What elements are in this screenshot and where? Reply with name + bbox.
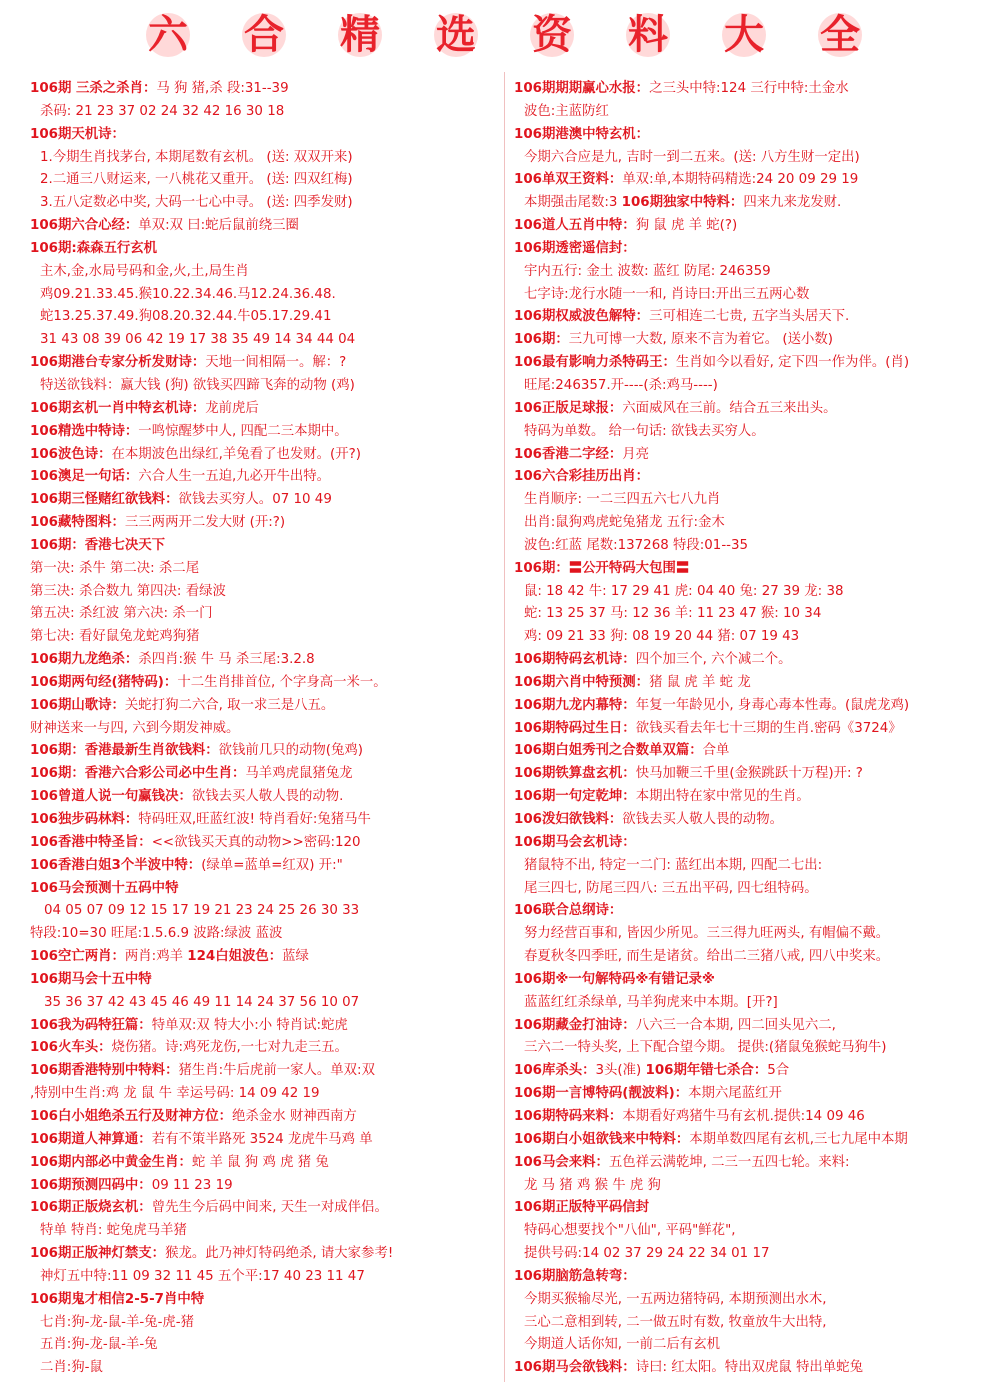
line-heading: 106期港澳中特玄机： (514, 126, 650, 142)
title-char: 大 (724, 11, 764, 58)
line-text: 努力经营百事和, 皆因少所见。三三得九旺两头, 有帽偏不戴。 (524, 926, 890, 942)
text-line (514, 1175, 1004, 1198)
line-heading: 106期天机诗： (30, 126, 125, 142)
text-line (30, 78, 518, 101)
line-heading: 106期： (514, 332, 569, 348)
text-line (30, 466, 518, 489)
line-text: 35 36 37 42 43 45 46 49 11 14 24 37 56 10 07 (44, 994, 360, 1010)
line-text: 五肖:狗-龙-鼠-羊-兔 (40, 1337, 158, 1353)
line-text: 猪生肖:牛后虎前一家人。单双:双 (178, 1063, 375, 1079)
line-heading: 106期正版烧玄机： (30, 1200, 152, 1216)
line-heading: 106期山歌诗： (30, 697, 125, 713)
line-text: 关蛇打狗二六合, 取一求三是八五。 (124, 697, 335, 713)
line-heading: 106期 三杀之杀肖： (30, 81, 157, 96)
text-line (514, 398, 1004, 421)
text-line (514, 1083, 1004, 1106)
text-line (30, 718, 518, 741)
line-heading: 106联合总纲诗： (514, 903, 623, 919)
line-text: 尾三四七, 防尾三四八: 三五出平码, 四七组特码。 (524, 880, 818, 896)
line-text: 蛇 羊 鼠 狗 鸡 虎 猪 兔 (191, 1154, 329, 1170)
line-text: 特码心想要找个"八仙", 平码"鲜花", (524, 1223, 736, 1239)
line-text: 神灯五中特:11 09 32 11 45 五个平:17 40 23 11 47 (40, 1268, 365, 1284)
line-heading: 106期九龙绝杀： (30, 652, 139, 668)
text-line (30, 763, 518, 786)
line-heading: 106期特码来料： (514, 1108, 623, 1124)
text-line (514, 192, 1004, 215)
line-heading: 106独步码林料： (30, 812, 139, 827)
line-heading: 106正版足球报： (514, 400, 623, 416)
line-text: 3头(准) (595, 1063, 646, 1079)
text-line (514, 832, 1004, 855)
text-line (514, 375, 1004, 398)
line-text: 龙前虎后 (205, 400, 259, 416)
text-line (30, 581, 518, 604)
line-text: 欲钱买看去年七十三期的生肖.密码《3724》 (635, 720, 902, 736)
line-heading: 106期正版神灯禁支： (30, 1246, 166, 1262)
line-heading: 106库杀头： (514, 1063, 596, 1079)
line-text: 合单 (702, 743, 730, 759)
line-heading: 106期年错七杀合： (645, 1063, 768, 1079)
line-heading: 106香港中特圣旨： (30, 834, 152, 850)
line-text: 蓝蓝红红杀绿单, 马羊狗虎来中本期。[开?] (524, 994, 778, 1010)
line-text: ,特别中生肖:鸡 龙 鼠 牛 幸运号码: 14 09 42 19 (30, 1086, 320, 1102)
text-line (30, 284, 518, 307)
text-line (514, 284, 1004, 307)
line-text: 两肖:鸡羊 (124, 949, 188, 965)
title-char: 料 (628, 11, 668, 58)
line-text: 绝杀金水 财神西南方 (232, 1108, 357, 1124)
text-line (514, 923, 1004, 946)
line-text: 十二生肖排首位, 个字身高一米一。 (177, 674, 387, 690)
line-heading: 106期一句定乾坤： (514, 789, 636, 805)
text-line (30, 1129, 518, 1152)
line-text: 波色:红蓝 尾数:137268 特段:01--35 (524, 537, 749, 553)
line-text: 欲钱去买人敬人畏的动物。 (622, 812, 783, 827)
line-heading: 106期道人神算通： (30, 1131, 152, 1147)
line-text: 天地一间相隔一。解：? (205, 355, 347, 371)
line-text: 生肖顺序: 一二三四五六七八九肖 (524, 492, 721, 508)
text-line (30, 649, 518, 672)
text-line (30, 352, 518, 375)
line-heading: 106马会来料： (514, 1154, 609, 1170)
text-line (514, 855, 1004, 878)
text-line (30, 878, 518, 901)
line-heading: 106期马会欲钱料： (514, 1360, 636, 1376)
text-line (514, 900, 1004, 923)
line-heading: 106精选中特诗： (30, 423, 139, 439)
line-text: 鸡: 09 21 33 狗: 08 19 20 44 猪: 07 19 43 (524, 629, 800, 645)
line-heading: 106期：香港七决天下 (30, 537, 166, 553)
text-line (30, 329, 518, 352)
line-text: 财神送来一与四, 六到今期发神威。 (30, 720, 240, 736)
text-line (514, 1266, 1004, 1289)
line-heading: 106期港台专家分析发财诗： (30, 355, 206, 371)
line-heading: 106期白小姐欲钱来中特料： (514, 1131, 690, 1147)
line-text: 一鸣惊醒梦中人, 四配二三本期中。 (138, 423, 348, 439)
line-text: 09 11 23 19 (151, 1177, 233, 1193)
text-line (514, 763, 1004, 786)
line-text: 特单 特肖: 蛇兔虎马羊猪 (40, 1223, 187, 1239)
text-line (30, 1060, 518, 1083)
line-text: 单双:双 曰:蛇后鼠前绕三圈 (138, 218, 299, 234)
text-line (30, 900, 518, 923)
line-heading: 106香港二字经： (514, 446, 623, 462)
line-heading: 106波色诗： (30, 446, 112, 462)
text-line (30, 124, 518, 147)
line-heading: 106期六肖中特预测： (514, 674, 650, 690)
text-line (30, 101, 518, 124)
line-heading: 106期期期赢心水报： (514, 81, 650, 96)
text-line (514, 603, 1004, 626)
line-heading: 124白姐波色： (187, 949, 283, 965)
line-heading: 106火车头： (30, 1040, 112, 1056)
line-heading: 106期※一句解特码※有错记录※ (514, 971, 715, 987)
text-line (30, 558, 518, 581)
line-text: 04 05 07 09 12 15 17 19 21 23 24 25 26 30 33 (44, 903, 360, 919)
title-char: 合 (244, 11, 284, 58)
line-text: 蛇: 13 25 37 马: 12 36 羊: 11 23 47 猴: 10 34 (524, 606, 822, 622)
line-text: 之三头中特:124 三行中特:土金水 (649, 81, 849, 96)
line-text: 特段:10=30 旺尾:1.5.6.9 波路:绿波 蓝波 (30, 926, 283, 942)
line-text: 本期强击尾数:3 (524, 195, 622, 211)
line-text: 今期买猴输尽光, 一五两边猪特码, 本期预测出水木, (524, 1291, 827, 1307)
text-line (30, 261, 518, 284)
line-text: 马羊鸡虎鼠猪兔龙 (245, 766, 353, 782)
text-line (514, 1152, 1004, 1175)
text-line (514, 809, 1004, 832)
line-text: 七字诗:龙行水随一一和, 肖诗曰:开出三五两心数 (524, 286, 810, 302)
line-text: 三心二意相到转, 二一做五时有数, 牧童放牛大出特, (524, 1314, 827, 1330)
line-text: 年复一年龄见小, 身毒心毒本性毒。(鼠虎龙鸡) (635, 697, 910, 713)
line-text: 六面威风在三前。结合五三来出头。 (622, 400, 837, 416)
title-char: 全 (820, 11, 860, 58)
line-text: 鸡09.21.33.45.猴10.22.34.46.马12.24.36.48. (40, 286, 336, 302)
line-text: 第七决: 看好鼠兔龙蛇鸡狗猪 (30, 629, 200, 645)
line-text: 五色祥云满乾坤, 二三一五四七轮。来料: (608, 1154, 850, 1170)
text-line (514, 489, 1004, 512)
line-heading: 106期一言博特码(靓波料)： (514, 1086, 689, 1102)
text-line (514, 238, 1004, 261)
text-line (30, 421, 518, 444)
text-line (514, 1197, 1004, 1220)
page-title (0, 6, 1008, 64)
line-text: 今期道人话你知, 一前二后有玄机 (524, 1337, 720, 1353)
line-heading: 106期脑筋急转弯： (514, 1268, 636, 1284)
text-line (514, 1129, 1004, 1152)
text-line (30, 946, 518, 969)
text-line (30, 1289, 518, 1312)
line-text: 诗曰: 红太阳。特出双虎鼠 特出单蛇兔 (635, 1360, 863, 1376)
line-text: 生肖如今以看好, 定下四一作为伴。(肖) (675, 355, 910, 371)
text-line (30, 992, 518, 1015)
line-heading: 106期正版特平码信封 (514, 1200, 650, 1216)
title-char: 选 (436, 11, 476, 58)
text-line (30, 169, 518, 192)
text-line (30, 1312, 518, 1335)
line-text: 宇内五行: 金土 波数: 蓝红 防尾: 246359 (524, 263, 771, 279)
text-line (514, 649, 1004, 672)
line-text: (绿单=蓝单=红双) 开:" (201, 857, 343, 873)
line-text: 第一决: 杀牛 第二决: 杀二尾 (30, 560, 200, 576)
line-text: 2.二通三八财运来, 一八桃花又重开。 (送: 四双红梅) (40, 172, 353, 188)
text-line (30, 672, 518, 695)
line-heading: 106期：香港最新生肖欲钱料： (30, 743, 219, 759)
line-heading: 106道人五肖中特： (514, 218, 636, 234)
text-line (30, 1197, 518, 1220)
text-line (30, 695, 518, 718)
line-text: 蓝绿 (282, 949, 309, 965)
line-heading: 106期九龙内幕特： (514, 697, 636, 713)
line-heading: 106期白姐秀刊之合数单双篇： (514, 743, 703, 759)
text-line (514, 329, 1004, 352)
text-line (514, 1037, 1004, 1060)
text-line (30, 535, 518, 558)
line-text: 5合 (767, 1063, 790, 1079)
text-line (30, 192, 518, 215)
text-line (514, 1243, 1004, 1266)
text-line (30, 1243, 518, 1266)
line-heading: 106我为码特狂篇： (30, 1017, 152, 1033)
line-heading: 106期三怪赌红欲钱料： (30, 492, 179, 508)
line-heading: 106最有影响力杀特码王： (514, 355, 676, 371)
line-heading: 106期特码过生日： (514, 720, 636, 736)
text-line (514, 581, 1004, 604)
line-text: 月亮 (622, 446, 650, 462)
text-line (514, 215, 1004, 238)
line-heading: 106期内部必中黄金生肖： (30, 1154, 192, 1170)
text-line (514, 1289, 1004, 1312)
line-text: 鼠: 18 42 牛: 17 29 41 虎: 04 40 兔: 27 39 龙: 38 (524, 583, 844, 599)
text-line (30, 238, 518, 261)
title-char: 六 (148, 11, 188, 58)
text-line (514, 626, 1004, 649)
text-line (514, 466, 1004, 489)
line-text: 曾先生今后码中间来, 天生一对成伴侣。 (151, 1200, 388, 1216)
title-char: 精 (340, 11, 380, 58)
line-text: 欲钱去买穷人。07 10 49 (178, 492, 332, 508)
text-line (514, 786, 1004, 809)
line-text: 春夏秋冬四季旺, 而生是诸贫。给出二三猪八戒, 四八中奖来。 (524, 949, 890, 965)
line-text: 猪 鼠 虎 羊 蛇 龙 (649, 674, 751, 690)
text-line (30, 512, 518, 535)
text-line (30, 855, 518, 878)
line-heading: 106期藏金打油诗： (514, 1017, 636, 1033)
line-text: 猴龙。此乃神灯特码绝杀, 请大家参考! (165, 1246, 394, 1262)
title-char: 资 (532, 11, 572, 58)
line-text: 杀码: 21 23 37 02 24 32 42 16 30 18 (40, 103, 285, 119)
line-text: 特码旺双,旺蓝红波! 特肖看好:兔猪马牛 (138, 812, 371, 827)
text-line (514, 695, 1004, 718)
line-text: 三三两两开二发大财 (开:?) (124, 515, 286, 531)
text-line (514, 306, 1004, 329)
text-line (514, 261, 1004, 284)
line-text: 欲钱去买人敬人畏的动物. (191, 789, 344, 805)
line-text: 狗 鼠 虎 羊 蛇(?) (635, 218, 738, 234)
line-heading: 106期铁算盘玄机： (514, 766, 636, 782)
line-heading: 106期：〓公开特码大包围〓 (514, 560, 690, 576)
line-heading: 106单双王资料： (514, 172, 623, 188)
text-line (514, 147, 1004, 170)
line-heading: 106期：香港六合彩公司必中生肖： (30, 766, 246, 782)
line-heading: 106期鬼才相信2-5-7肖中特 (30, 1291, 205, 1307)
line-text: 今期六合应是九, 吉时一到二五来。(送: 八方生财一定出) (524, 149, 860, 165)
line-text: 杀四肖:猴 牛 马 杀三尾:3.2.8 (138, 652, 315, 668)
line-text: 六合人生一五迫,九必开牛出特。 (138, 469, 331, 485)
right-column (514, 78, 1004, 1380)
line-text: 3.五八定数必中奖, 大码一七心中寻。 (送: 四季发财) (40, 195, 353, 211)
text-line (514, 512, 1004, 535)
text-line (30, 1106, 518, 1129)
text-line (30, 398, 518, 421)
text-line (30, 786, 518, 809)
line-heading: 106期透密遥信封： (514, 240, 636, 256)
text-line (30, 1083, 518, 1106)
text-line (514, 740, 1004, 763)
line-text: 特单双:双 特大小:小 特肖试:蛇虎 (151, 1017, 348, 1033)
text-line (514, 101, 1004, 124)
text-line (30, 375, 518, 398)
line-text: 本期出特在家中常见的生肖。 (635, 789, 810, 805)
text-line (514, 992, 1004, 1015)
line-text: 本期单数四尾有玄机,三七九尾中本期 (689, 1131, 908, 1147)
line-text: 第五决: 杀红波 第六决: 杀一门 (30, 606, 213, 622)
text-line (514, 878, 1004, 901)
text-line (514, 1060, 1004, 1083)
text-line (514, 421, 1004, 444)
line-heading: 106期特码玄机诗： (514, 652, 636, 668)
text-line (514, 1015, 1004, 1038)
text-line (30, 740, 518, 763)
text-line (30, 1037, 518, 1060)
text-line (30, 923, 518, 946)
line-heading: 106期玄机一肖中特玄机诗： (30, 400, 206, 416)
text-line (514, 535, 1004, 558)
line-heading: 106马会预测十五码中特 (30, 880, 179, 896)
line-text: 八六三一合本期, 四二回头见六二, (635, 1017, 836, 1033)
line-text: 七肖:狗-龙-鼠-羊-兔-虎-猪 (40, 1314, 195, 1330)
line-heading: 106曾道人说一句赢钱决： (30, 789, 192, 805)
line-heading: 106藏特图料： (30, 515, 125, 531)
line-text: 四个加三个, 六个减二个。 (635, 652, 792, 668)
line-text: 特码为单数。 给一句话: 欲钱去买穷人。 (524, 423, 765, 439)
line-text: 三六二一特头奖, 上下配合望今期。 提供:(猪鼠兔猴蛇马狗牛) (524, 1040, 887, 1056)
line-text: 猪鼠特不出, 特定一二门: 蓝红出本期, 四配二七出: (524, 857, 823, 873)
line-heading: 106期预测四码中： (30, 1177, 152, 1193)
line-text: 特送欲钱料：赢大钱 (狗) 欲钱买四蹄飞奔的动物 (鸡) (40, 377, 355, 393)
text-line (514, 1357, 1004, 1380)
text-line (30, 306, 518, 329)
line-heading: 106期权威波色解特： (514, 309, 650, 325)
text-line (514, 1106, 1004, 1129)
line-text: 提供号码:14 02 37 29 24 22 34 01 17 (524, 1246, 770, 1262)
line-text: 在本期波色出绿红,羊兔看了也发财。(开?) (111, 446, 361, 462)
text-line (514, 558, 1004, 581)
line-text: 本期六尾蓝红开 (688, 1086, 782, 1102)
line-text: 快马加鞭三千里(金猴跳跃十万程)开: ? (635, 766, 863, 782)
line-heading: 106期独家中特料： (621, 195, 744, 211)
line-heading: 106期:森森五行玄机 (30, 240, 158, 256)
text-line (30, 1152, 518, 1175)
line-text: 单双:单,本期特码精选:24 20 09 29 19 (622, 172, 859, 188)
line-text: 31 43 08 39 06 42 19 17 38 35 49 14 34 44 04 (40, 332, 356, 348)
text-line (30, 444, 518, 467)
line-text: 三九可博一大数, 原来不言为着它。 (送小数) (568, 332, 833, 348)
line-heading: 106白小姐绝杀五行及财神方位： (30, 1108, 233, 1124)
text-line (30, 489, 518, 512)
line-text: 旺尾:246357.开----(杀:鸡马----) (524, 377, 718, 393)
line-heading: 106澳足一句话： (30, 469, 139, 485)
text-line (514, 352, 1004, 375)
line-heading: 106空亡两肖： (30, 949, 125, 965)
text-line (514, 672, 1004, 695)
text-line (30, 969, 518, 992)
line-heading: 106六合彩挂历出肖： (514, 469, 650, 485)
text-line (30, 1357, 518, 1380)
text-line (30, 1175, 518, 1198)
text-line (30, 1015, 518, 1038)
line-text: 1.今期生肖找茅台, 本期尾数有玄机。 (送: 双双开来) (40, 149, 353, 165)
left-column (30, 78, 518, 1380)
line-text: <<欲钱买天真的动物>>密码:120 (151, 834, 361, 850)
text-line (30, 1334, 518, 1357)
line-text: 出肖:鼠狗鸡虎蛇兔猪龙 五行:金木 (524, 515, 725, 531)
line-heading: 106期马会玄机诗： (514, 834, 636, 850)
text-line (514, 1220, 1004, 1243)
text-line (30, 215, 518, 238)
text-line (514, 718, 1004, 741)
text-line (514, 1312, 1004, 1335)
text-line (514, 169, 1004, 192)
line-text: 第三决: 杀合数九 第四决: 看绿波 (30, 583, 226, 599)
line-heading: 106期马会十五中特 (30, 971, 152, 987)
line-heading: 106泼妇欲钱料： (514, 812, 623, 827)
line-text: 若有不策半路死 3524 龙虎牛马鸡 单 (151, 1131, 373, 1147)
text-line (514, 1334, 1004, 1357)
line-heading: 106期香港特别中特料： (30, 1063, 179, 1079)
line-text: 二肖:狗-鼠 (40, 1360, 103, 1376)
text-line (514, 969, 1004, 992)
line-heading: 106期六合心经： (30, 218, 139, 234)
line-text: 四来九来龙发财. (743, 195, 842, 211)
text-line (514, 946, 1004, 969)
line-text: 欲钱前几只的动物(兔鸡) (218, 743, 363, 759)
line-text: 三可相连二七贵, 五字当头居天下. (649, 309, 850, 325)
text-line (30, 147, 518, 170)
text-line (30, 1266, 518, 1289)
line-text: 主木,金,水局号码和金,火,土,局生肖 (40, 263, 249, 279)
text-line (30, 832, 518, 855)
line-text: 烧伤猪。诗:鸡死龙伤,一七对九走三五。 (111, 1040, 348, 1056)
text-line (30, 1220, 518, 1243)
line-heading: 106香港白姐3个半波中特： (30, 857, 202, 873)
text-line (30, 626, 518, 649)
line-text: 龙 马 猪 鸡 猴 牛 虎 狗 (524, 1177, 661, 1193)
text-line (30, 603, 518, 626)
text-line (514, 78, 1004, 101)
line-text: 蛇13.25.37.49.狗08.20.32.44.牛05.17.29.41 (40, 309, 332, 325)
line-text: 本期看好鸡猪牛马有玄机.提供:14 09 46 (622, 1108, 865, 1124)
line-heading: 106期两句经(猪特码)： (30, 674, 178, 690)
text-line (30, 809, 518, 832)
line-text: 波色:主蓝防红 (524, 103, 609, 119)
line-text: 马 狗 猪,杀 段:31--39 (156, 81, 289, 96)
text-line (514, 444, 1004, 467)
text-line (514, 124, 1004, 147)
